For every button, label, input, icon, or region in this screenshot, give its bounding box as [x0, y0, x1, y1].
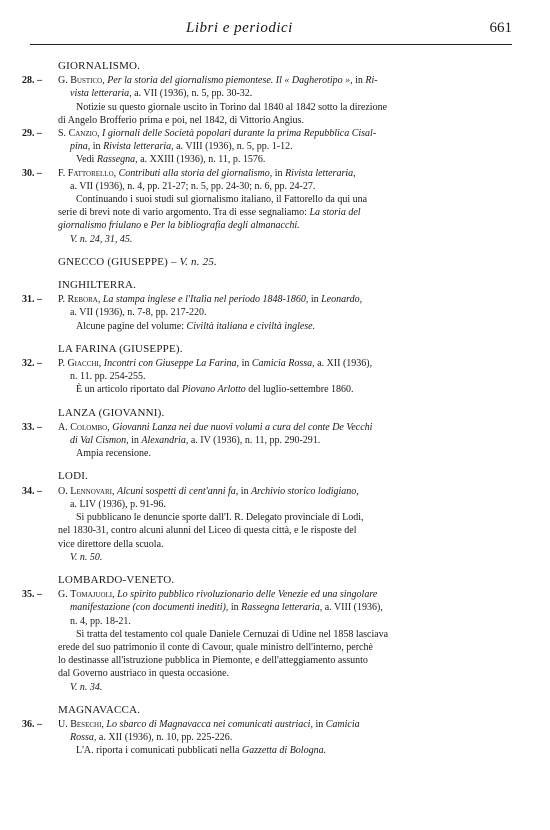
entry-author: Giacchi	[67, 358, 99, 370]
entry-title: Alcuni sospetti di cent'anni fa,	[117, 485, 239, 497]
entry-title: Lo sbarco di Magnavacca nei comunicati austriaci,	[106, 718, 313, 730]
entry-29: 29. – S. Canzio, I giornali delle Società popolari durante la prima Repubblica Cisal- pina, in Rivista letteraria, a. VIII (1936), n. 5, pp. 1-12. Vedi Rassegna, a. XXIII (1936), n. 11, p. 1576.	[22, 127, 536, 167]
entry-author: Canzio	[68, 128, 98, 140]
section-heading: LODI.	[58, 470, 89, 483]
entry-note: Si tratta del testamento col quale Daniele Cernuzai di Udine nel 1858 lasciava	[76, 628, 389, 640]
entry-title: Contributi alla storia del giornalismo,	[118, 167, 273, 179]
section-heading: GIORNALISMO.	[58, 60, 141, 72]
entry-title: Incontri con Giuseppe La Farina,	[103, 358, 240, 370]
entry-number: 34. –	[22, 485, 42, 497]
entry-note: Vedi Rassegna, a. XXIII (1936), n. 11, p. 1576.	[76, 154, 266, 166]
entry-author: Rebora	[67, 294, 98, 306]
entry-author: Bustico	[70, 75, 103, 87]
entry-note: Alcune pagine del volume: Civiltà italiana e civiltà inglese.	[76, 320, 316, 332]
entry-30: 30. – F. Fattorello, Contributi alla storia del giornalismo, in Rivista letteraria, a. VII (1936), n. 4, pp. 21-27; n. 5, pp. 24-30; n. 6, pp. 24-27. Continuando i suoi studi sul giornalismo italiano, il Fattorello da qui una serie di brevi note di vario argomento. Tra di esse segnaliamo: La storia del giornalismo friulano e Per la bibliografia degli almanacchi. V. n. 24, 31, 45.	[22, 167, 536, 246]
entry-note: Notizie su questo giornale uscito in Torino dal 1840 al 1842 sotto la direzione	[76, 101, 388, 113]
entry-number: 36. –	[22, 718, 42, 730]
cross-reference: V. n. 24, 31, 45.	[70, 233, 133, 245]
entry-28: 28. – G. Bustico, Per la storia del giornalismo piemontese. Il « Dagherotipo », in Ri- vista letteraria, a. VII (1936), n. 5, pp. 30-32. Notizie su questo giornale uscito in Torino dal 1840 al 1842 sotto la direzione di Angelo Brofferio prima e poi, nel 1842, di Vittorio Angius.	[22, 74, 536, 127]
cross-reference: V. n. 25.	[179, 255, 218, 268]
entry-number: 28. –	[22, 75, 42, 87]
entry-33: 33. – A. Colombo, Giovanni Lanza nei due nuovi volumi a cura del conte De Vecchi di Val Cismon, in Alexandria, a. IV (1936), n. 11, pp. 290-291. Ampia recensione.	[22, 421, 536, 461]
entry-32: 32. – P. Giacchi, Incontri con Giuseppe La Farina, in Camicia Rossa, a. XII (1936), n. 11. pp. 254-255. È un articolo riportato dal Piovano Arlotto del luglio-settembre 1860.	[22, 357, 536, 397]
entry-author: Fattorello	[67, 167, 114, 179]
entry-title: Per la storia del giornalismo piemontese. Il « Dagherotipo »,	[107, 75, 353, 87]
entry-number: 35. –	[22, 589, 42, 601]
entry-31: 31. – P. Rebora, La stampa inglese e l'Italia nel periodo 1848-1860, in Leonardo, a. VII (1936), n. 7-8, pp. 217-220. Alcune pagine del volume: Civiltà italiana e civiltà inglese.	[22, 293, 536, 333]
running-header	[160, 20, 512, 40]
entry-number: 32. –	[22, 358, 42, 370]
entry-36: 36. – U. Besechi, Lo sbarco di Magnavacca nei comunicati austriaci, in Camicia Rossa, a. XII (1936), n. 10, pp. 225-226. L'A. riporta i comunicati pubblicati nella Gazzetta di Bologna.	[22, 718, 536, 758]
entry-note: È un articolo riportato dal Piovano Arlotto del luglio-settembre 1860.	[76, 384, 354, 396]
entry-author: Tomajuoli	[70, 589, 113, 601]
header-rule	[30, 44, 512, 45]
section-heading: LA FARINA (GIUSEPPE).	[58, 342, 183, 355]
entry-note: Continuando i suoi studi sul giornalismo italiano, il Fattorello da qui una	[76, 194, 368, 206]
page-number: 661	[489, 20, 512, 36]
section-heading: MAGNAVACCA.	[58, 703, 141, 716]
entry-author: Lennovari	[70, 485, 112, 497]
entry-number: 29. –	[22, 128, 42, 140]
entry-number: 30. –	[22, 167, 42, 179]
entry-34: 34. – O. Lennovari, Alcuni sospetti di cent'anni fa, in Archivio storico lodigiano, a. LIV (1936), p. 91-96. Si pubblicano le denuncie sporte dall'I. R. Delegato provinciale di Lodi, nel 1830-31, contro alcuni alunni del Liceo di questa città, e le risposte del vice direttore della scuola. V. n. 50.	[22, 485, 536, 564]
section-heading: INGHILTERRA.	[58, 279, 137, 292]
entry-note: L'A. riporta i comunicati pubblicati nella Gazzetta di Bologna.	[76, 745, 327, 757]
entry-number: 33. –	[22, 421, 42, 433]
section-heading: LOMBARDO-VENETO.	[58, 573, 175, 586]
entry-number: 31. –	[22, 294, 42, 306]
cross-reference: V. n. 50.	[70, 551, 103, 563]
entry-35: 35. – G. Tomajuoli, Lo spirito pubblico rivoluzionario delle Venezie ed una singolare manifestazione (con documenti inediti), in Rassegna letteraria, a. VIII (1936), n. 4, pp. 18-21. Si tratta del testamento col quale Daniele Cernuzai di Udine nel 1858 lasciava erede del suo patrimonio il conte di Cavour, quale ministro dell'interno, perchè lo destinasse all'istruzione pubblica in Piemonte, e dell'atteggiamento assunto dal Governo austriaco in questa occasione. V. n. 34.	[22, 588, 536, 694]
running-title: Libri e periodici	[186, 20, 293, 36]
entry-title: Lo spirito pubblico rivoluzionario delle Venezie ed una singolare	[117, 589, 378, 601]
entry-title: La stampa inglese e l'Italia nel periodo 1848-1860,	[102, 294, 309, 306]
entry-title: Giovanni Lanza nei due nuovi volumi a cura del conte De Vecchi	[112, 421, 373, 433]
entry-author: Colombo	[70, 421, 108, 433]
cross-reference: V. n. 34.	[70, 681, 103, 693]
section-heading: LANZA (GIOVANNI).	[58, 406, 165, 419]
bibliography-content	[22, 60, 536, 758]
entry-note: Si pubblicano le denuncie sporte dall'I. R. Delegato provinciale di Lodi,	[76, 512, 364, 524]
section-heading: GNECCO (GIUSEPPE) – V. n. 25.	[58, 255, 218, 268]
entry-title: I giornali delle Società popolari durante la prima Repubblica Cisal-	[102, 128, 377, 140]
entry-author: Besechi	[70, 718, 102, 730]
entry-note: Ampia recensione.	[76, 448, 151, 460]
